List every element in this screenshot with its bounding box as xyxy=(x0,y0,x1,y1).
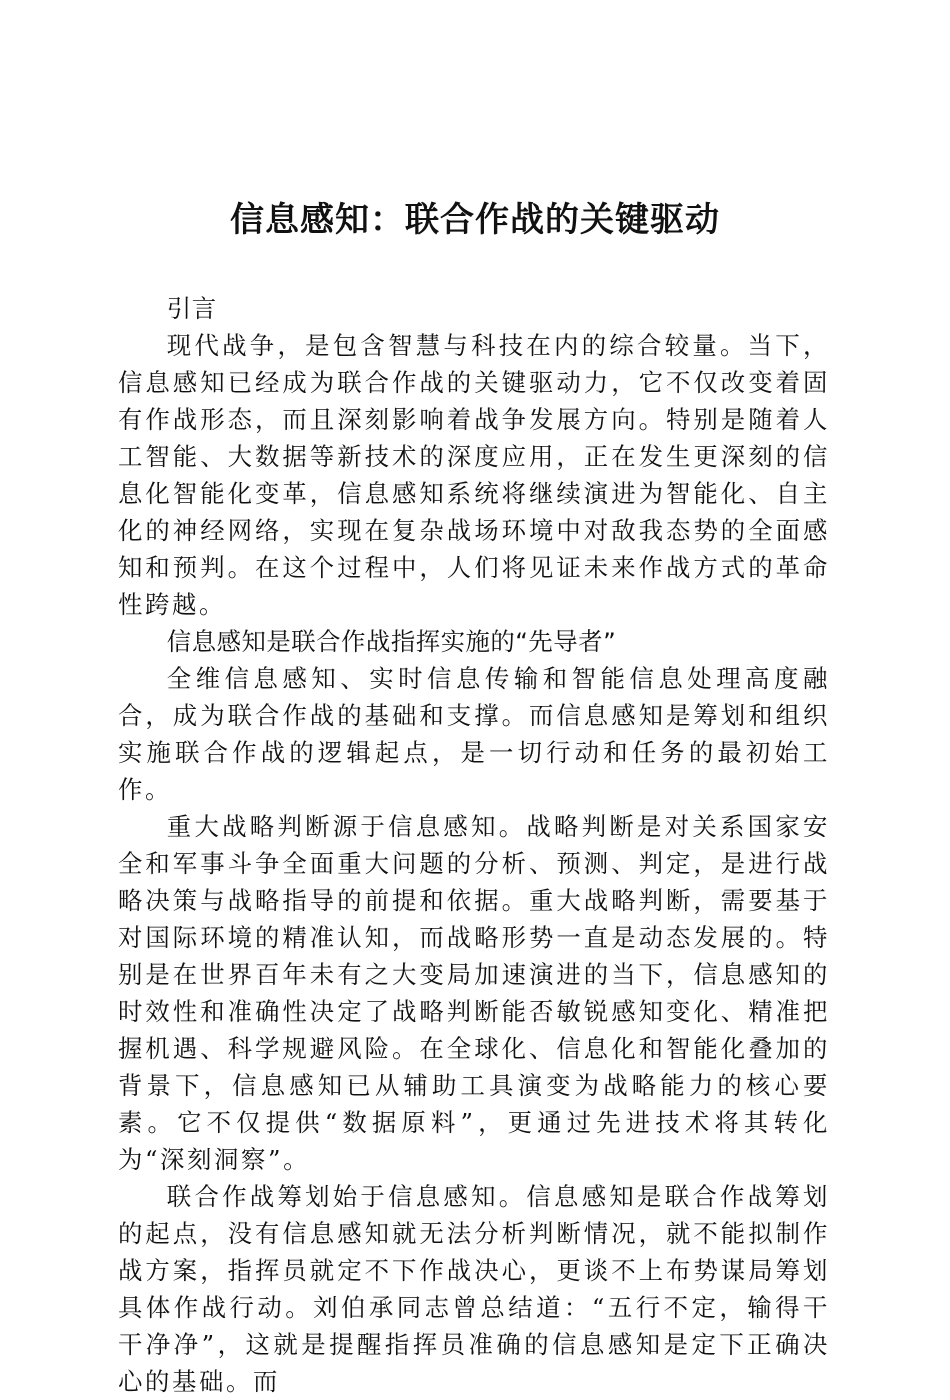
intro-paragraph: 现代战争，是包含智慧与科技在内的综合较量。当下，信息感知已经成为联合作战的关键驱动力，它不仅改变着固有作战形态，而且深刻影响着战争发展方向。特别是随着人工智能、大数据等新技术的深度应用，正在发生更深刻的信息化智能化变革，信息感知系统将继续演进为智能化、自主化的神经网络，实现在复杂战场环境中对敌我态势的全面感知和预判。在这个过程中，人们将见证未来作战方式的革命性跨越。 xyxy=(118,331,830,619)
section-heading: 信息感知是联合作战指挥实施的“先导者” xyxy=(166,627,617,656)
intro-heading: 引言 xyxy=(166,294,217,323)
body-paragraph: 重大战略判断源于信息感知。战略判断是对关系国家安全和军事斗争全面重大问题的分析、预测、判定，是进行战略决策与战略指导的前提和依据。重大战略判断，需要基于对国际环境的精准认知，而战略形势一直是动态发展的。特别是在世界百年未有之大变局加速演进的当下，信息感知的时效性和准确性决定了战略判断能否敏锐感知变化、精准把握机遇、科学规避风险。在全球化、信息化和智能化叠加的背景下，信息感知已从辅助工具演变为战略能力的核心要素。它不仅提供“数据原料”，更通过先进技术将其转化为“深刻洞察”。 xyxy=(118,812,830,1174)
body-paragraph: 全维信息感知、实时信息传输和智能信息处理高度融合，成为联合作战的基础和支撑。而信息感知是筹划和组织实施联合作战的逻辑起点，是一切行动和任务的最初始工作。 xyxy=(118,664,830,804)
body-paragraph: 联合作战筹划始于信息感知。信息感知是联合作战筹划的起点，没有信息感知就无法分析判断情况，就不能拟制作战方案，指挥员就定不下作战决心，更谈不上布势谋局筹划具体作战行动。刘伯承同志曾总结道：“五行不定，输得干干净净”，这就是提醒指挥员准确的信息感知是定下正确决心的基础。而 xyxy=(118,1182,830,1396)
document-body xyxy=(118,290,830,1400)
page-title: 信息感知：联合作战的关键驱动 xyxy=(230,200,720,240)
